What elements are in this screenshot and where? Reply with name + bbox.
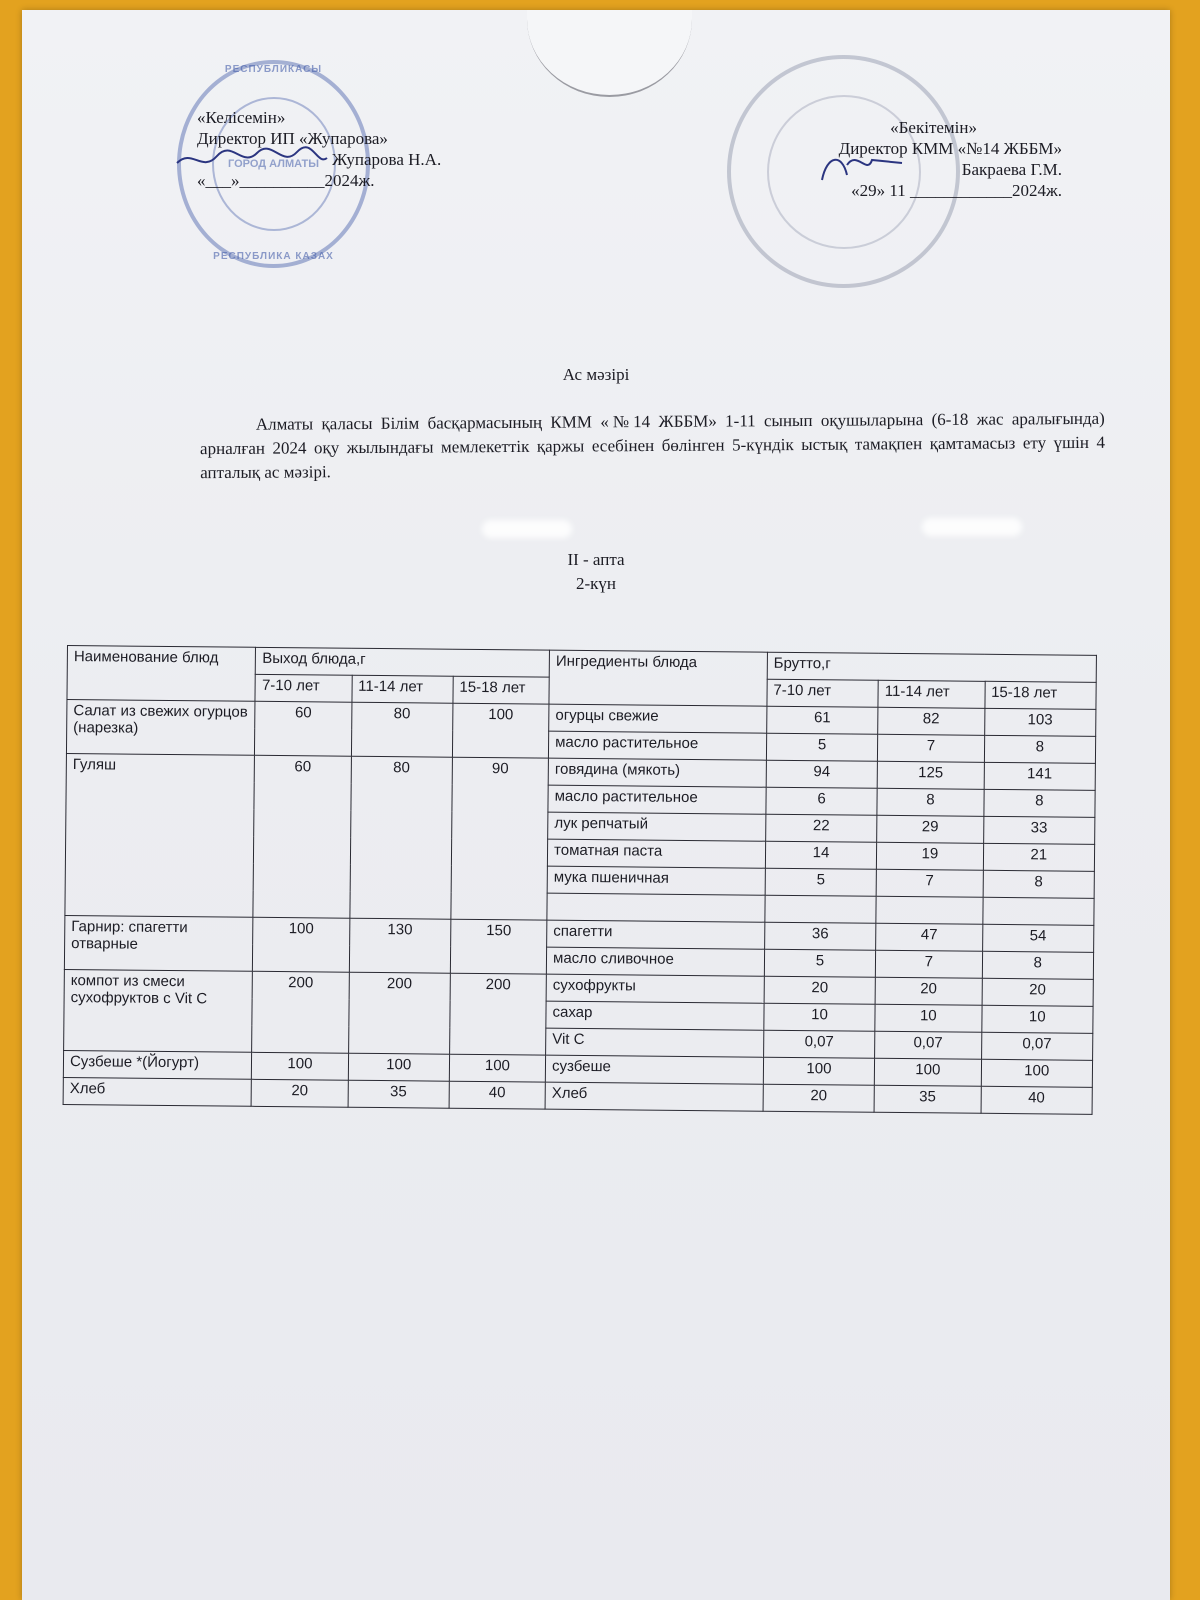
ingredient-name: сузбеше: [545, 1055, 763, 1084]
ingredient-gross: 5: [765, 868, 877, 896]
ingredient-gross: 21: [983, 843, 1095, 871]
header-gross-age-1: 7-10 лет: [767, 679, 879, 707]
dish-yield: 200: [252, 971, 349, 1053]
ingredient-gross: 20: [982, 978, 1094, 1006]
header-dish: Наименование блюд: [67, 646, 256, 702]
approval-right-position: Директор КММ «№14 ЖББМ»: [838, 139, 1062, 158]
ingredient-name: Vit C: [546, 1028, 764, 1057]
ingredient-gross: 103: [984, 708, 1096, 736]
approval-left-name: Жупарова Н.А.: [332, 150, 442, 169]
approval-right: [732, 117, 1062, 201]
ingredient-gross: 0,07: [981, 1032, 1093, 1060]
ingredient-gross: 10: [981, 1005, 1093, 1033]
ingredient-gross: 0,07: [875, 1031, 982, 1059]
ingredient-name: [547, 893, 765, 922]
ingredient-gross: 33: [983, 816, 1095, 844]
dish-yield: 60: [253, 755, 351, 918]
ingredient-gross: 47: [876, 923, 983, 951]
ingredient-name: говядина (мякоть): [548, 758, 766, 787]
glare-2: [922, 518, 1022, 536]
approval-right-name: Бакраева Г.М.: [961, 160, 1062, 179]
header-yield-age-3: 15-18 лет: [453, 676, 549, 704]
dish-yield: 100: [452, 703, 549, 758]
menu-table-body: [63, 700, 1096, 1115]
glare-1: [482, 520, 572, 538]
intro-paragraph: Алматы қаласы Білім басқармасының КММ «№14 ЖББМ» 1-11 сынып оқушыларына (6-18 жас аралығында) арналған 2024 оқу жылындағы мемлекеттік қаржы есебінен бөлінген 5-күндік ыстық тамақпен қамтамасыз ету үшін 4 апталық ас мәзірі.: [199, 408, 1106, 483]
ingredient-gross: 35: [874, 1085, 981, 1113]
ingredient-gross: 14: [765, 841, 877, 869]
stamp-left-ring-bottom: РЕСПУБЛИКА КАЗАХ: [213, 251, 334, 262]
header-gross-age-2: 11-14 лет: [878, 680, 985, 708]
dish-yield: 80: [351, 702, 453, 757]
header-yield-age-2: 11-14 лет: [352, 675, 454, 703]
approval-left: [197, 107, 441, 191]
approval-right-date: «29» 11 ____________2024ж.: [851, 181, 1062, 200]
approval-left-position: Директор ИП «Жупарова»: [197, 129, 388, 148]
ingredient-gross: 8: [984, 735, 1096, 763]
dish-name: компот из смеси сухофруктов с Vit C: [64, 969, 253, 1052]
dish-yield: 200: [348, 972, 450, 1054]
ingredient-gross: 94: [766, 760, 878, 788]
ingredient-gross: 8: [982, 951, 1094, 979]
header-yield: Выход блюда,г: [256, 647, 550, 677]
ingredient-name: лук репчатый: [548, 812, 766, 841]
ingredient-name: сахар: [546, 1001, 764, 1030]
ingredient-gross: 7: [876, 950, 983, 978]
ingredient-gross: 6: [766, 787, 878, 815]
approval-right-heading: «Бекітемін»: [890, 118, 977, 137]
ingredient-gross: 5: [764, 949, 876, 977]
dish-name: Хлеб: [63, 1077, 252, 1106]
stamp-left-center: ГОРОД АЛМАТЫ: [228, 158, 319, 170]
ingredient-gross: 10: [764, 1003, 876, 1031]
ingredient-gross: 125: [877, 761, 984, 789]
ingredient-gross: 20: [875, 977, 982, 1005]
ingredient-gross: 82: [878, 707, 985, 735]
dish-yield: 40: [449, 1081, 545, 1109]
ingredient-name: масло растительное: [548, 785, 766, 814]
stamp-left-ring-top: РЕСПУБЛИКАСЫ: [224, 64, 323, 75]
ingredient-gross: 54: [982, 924, 1094, 952]
ingredient-name: масло сливочное: [546, 947, 764, 976]
ingredient-gross: 10: [875, 1004, 982, 1032]
day-label: 2-күн: [575, 574, 617, 593]
ingredient-gross: 7: [876, 869, 983, 897]
dish-yield: 100: [253, 917, 350, 972]
ingredient-gross: 8: [983, 870, 1095, 898]
dish-yield: 60: [255, 701, 352, 756]
approval-left-heading: «Келісемін»: [197, 108, 286, 127]
dish-yield: 150: [450, 919, 547, 974]
ingredient-gross: 19: [877, 842, 984, 870]
ingredient-name: сухофрукты: [546, 974, 764, 1003]
menu-table: [63, 645, 1097, 1115]
ingredient-gross: 0,07: [763, 1030, 875, 1058]
page-title: Ас мәзірі: [562, 365, 630, 384]
header-gross-age-3: 15-18 лет: [984, 681, 1096, 709]
ingredient-name: мука пшеничная: [547, 866, 765, 895]
dish-name: Гарнир: спагетти отварные: [64, 915, 253, 971]
ingredient-gross: 5: [766, 733, 878, 761]
dish-name: Гуляш: [65, 753, 255, 917]
sheet-protector-notch: [527, 10, 692, 97]
ingredient-name: огурцы свежие: [549, 704, 767, 733]
ingredient-gross: 100: [875, 1058, 982, 1086]
ingredient-gross: 40: [981, 1086, 1093, 1114]
ingredient-gross: [982, 897, 1094, 925]
dish-yield: 20: [251, 1079, 347, 1107]
ingredient-name: спагетти: [547, 920, 765, 949]
ingredient-gross: 61: [766, 706, 878, 734]
ingredient-gross: 7: [878, 734, 985, 762]
ingredient-name: Хлеб: [545, 1082, 763, 1111]
header-ingredients: Ингредиенты блюда: [549, 650, 767, 706]
approval-left-date: «___»__________2024ж.: [197, 171, 375, 190]
week-label: II - апта: [567, 550, 625, 569]
ingredient-gross: 141: [984, 762, 1096, 790]
ingredient-gross: 8: [983, 789, 1095, 817]
ingredient-gross: [765, 895, 877, 923]
menu-sheet: [22, 10, 1170, 1600]
ingredient-gross: 36: [764, 922, 876, 950]
ingredient-gross: 20: [763, 1084, 875, 1112]
dish-yield: 100: [348, 1053, 450, 1081]
dish-yield: 200: [449, 973, 546, 1055]
dish-yield: 35: [348, 1080, 450, 1108]
dish-name: Сузбеше *(Йогурт): [63, 1050, 252, 1079]
header-gross: Брутто,г: [767, 652, 1096, 682]
ingredient-gross: 100: [763, 1057, 875, 1085]
ingredient-gross: 22: [765, 814, 877, 842]
ingredient-gross: 29: [877, 815, 984, 843]
ingredient-name: масло растительное: [548, 731, 766, 760]
dish-yield: 100: [449, 1054, 545, 1082]
ingredient-gross: 20: [764, 976, 876, 1004]
dish-yield: 100: [252, 1052, 348, 1080]
dish-name: Салат из свежих огурцов (нарезка): [66, 700, 255, 756]
dish-yield: 90: [451, 757, 549, 920]
dish-yield: 130: [349, 918, 451, 973]
ingredient-name: томатная паста: [547, 839, 765, 868]
ingredient-gross: 8: [877, 788, 984, 816]
ingredient-gross: [876, 896, 983, 924]
dish-yield: 80: [349, 756, 452, 919]
header-yield-age-1: 7-10 лет: [255, 674, 351, 702]
ingredient-gross: 100: [981, 1059, 1093, 1087]
